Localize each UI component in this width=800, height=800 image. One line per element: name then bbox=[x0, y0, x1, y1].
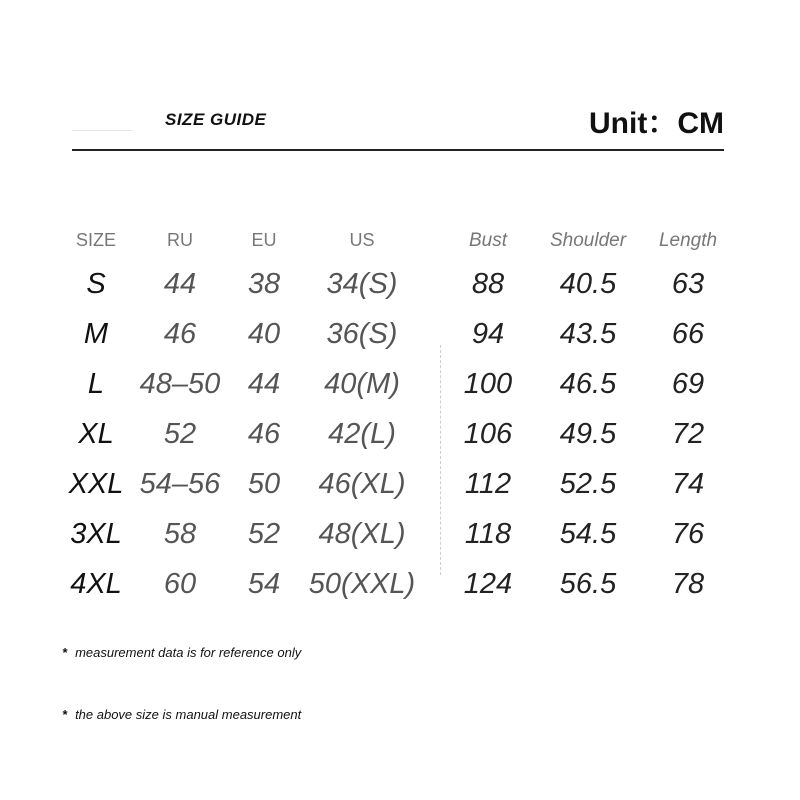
header-divider bbox=[72, 149, 724, 151]
cell-us: 36(S) bbox=[326, 318, 398, 350]
cell-length: 72 bbox=[671, 418, 705, 450]
cell-bust: 100 bbox=[463, 368, 513, 400]
cell-eu: 40 bbox=[247, 318, 281, 350]
note-manual-measurement bbox=[62, 707, 301, 722]
cell-us: 34(S) bbox=[326, 268, 398, 300]
cell-size: M bbox=[83, 318, 109, 350]
cell-ru: 46 bbox=[163, 318, 197, 350]
cell-us: 48(XL) bbox=[318, 518, 406, 550]
note-text: the above size is manual measurement bbox=[75, 707, 302, 722]
cell-size: 3XL bbox=[70, 518, 122, 550]
cell-shoulder: 46.5 bbox=[559, 368, 617, 400]
column-header-size: SIZE bbox=[75, 230, 117, 250]
cell-us: 50(XXL) bbox=[308, 568, 416, 600]
column-header-bust: Bust bbox=[468, 230, 508, 251]
cell-shoulder: 49.5 bbox=[559, 418, 617, 450]
cell-ru: 54–56 bbox=[139, 468, 221, 500]
cell-length: 69 bbox=[671, 368, 705, 400]
cell-shoulder: 43.5 bbox=[559, 318, 617, 350]
cell-ru: 48–50 bbox=[139, 368, 221, 400]
cell-bust: 94 bbox=[471, 318, 505, 350]
cell-us: 40(M) bbox=[324, 368, 400, 400]
cell-shoulder: 40.5 bbox=[559, 268, 617, 300]
cell-ru: 44 bbox=[163, 268, 197, 300]
cell-eu: 44 bbox=[247, 368, 281, 400]
cell-eu: 54 bbox=[247, 568, 281, 600]
note-marker: * bbox=[62, 645, 68, 660]
cell-length: 63 bbox=[671, 268, 705, 300]
unit-label: Unit：CM bbox=[589, 107, 724, 140]
cell-size: 4XL bbox=[70, 568, 122, 600]
cell-eu: 52 bbox=[247, 518, 281, 550]
cell-us: 46(XL) bbox=[318, 468, 406, 500]
cell-bust: 112 bbox=[464, 468, 512, 500]
note-reference-only bbox=[62, 645, 301, 660]
column-divider bbox=[440, 345, 441, 575]
cell-eu: 38 bbox=[247, 268, 281, 300]
cell-bust: 124 bbox=[463, 568, 513, 600]
cell-eu: 50 bbox=[247, 468, 281, 500]
column-header-us: US bbox=[349, 230, 375, 250]
cell-size: XXL bbox=[68, 468, 124, 500]
cell-length: 74 bbox=[671, 468, 705, 500]
column-header-ru: RU bbox=[167, 230, 193, 250]
decorative-rule bbox=[72, 130, 132, 131]
cell-bust: 118 bbox=[464, 518, 512, 550]
cell-us: 42(L) bbox=[328, 418, 396, 450]
cell-ru: 60 bbox=[163, 568, 197, 600]
cell-ru: 58 bbox=[163, 518, 197, 550]
cell-eu: 46 bbox=[247, 418, 281, 450]
cell-shoulder: 52.5 bbox=[559, 468, 617, 500]
cell-bust: 106 bbox=[463, 418, 513, 450]
cell-shoulder: 54.5 bbox=[559, 518, 617, 550]
cell-length: 78 bbox=[671, 568, 705, 600]
cell-ru: 52 bbox=[163, 418, 197, 450]
cell-length: 76 bbox=[671, 518, 705, 550]
cell-size: S bbox=[86, 268, 106, 300]
page-title: SIZE GUIDE bbox=[165, 110, 267, 129]
column-header-shoulder: Shoulder bbox=[549, 230, 627, 251]
cell-size: L bbox=[87, 368, 105, 400]
column-header-eu: EU bbox=[251, 230, 277, 250]
note-marker: * bbox=[62, 707, 68, 722]
cell-size: XL bbox=[78, 418, 114, 450]
note-text: measurement data is for reference only bbox=[75, 645, 302, 660]
cell-bust: 88 bbox=[471, 268, 505, 300]
cell-length: 66 bbox=[671, 318, 705, 350]
column-header-length: Length bbox=[658, 230, 718, 251]
cell-shoulder: 56.5 bbox=[559, 568, 617, 600]
